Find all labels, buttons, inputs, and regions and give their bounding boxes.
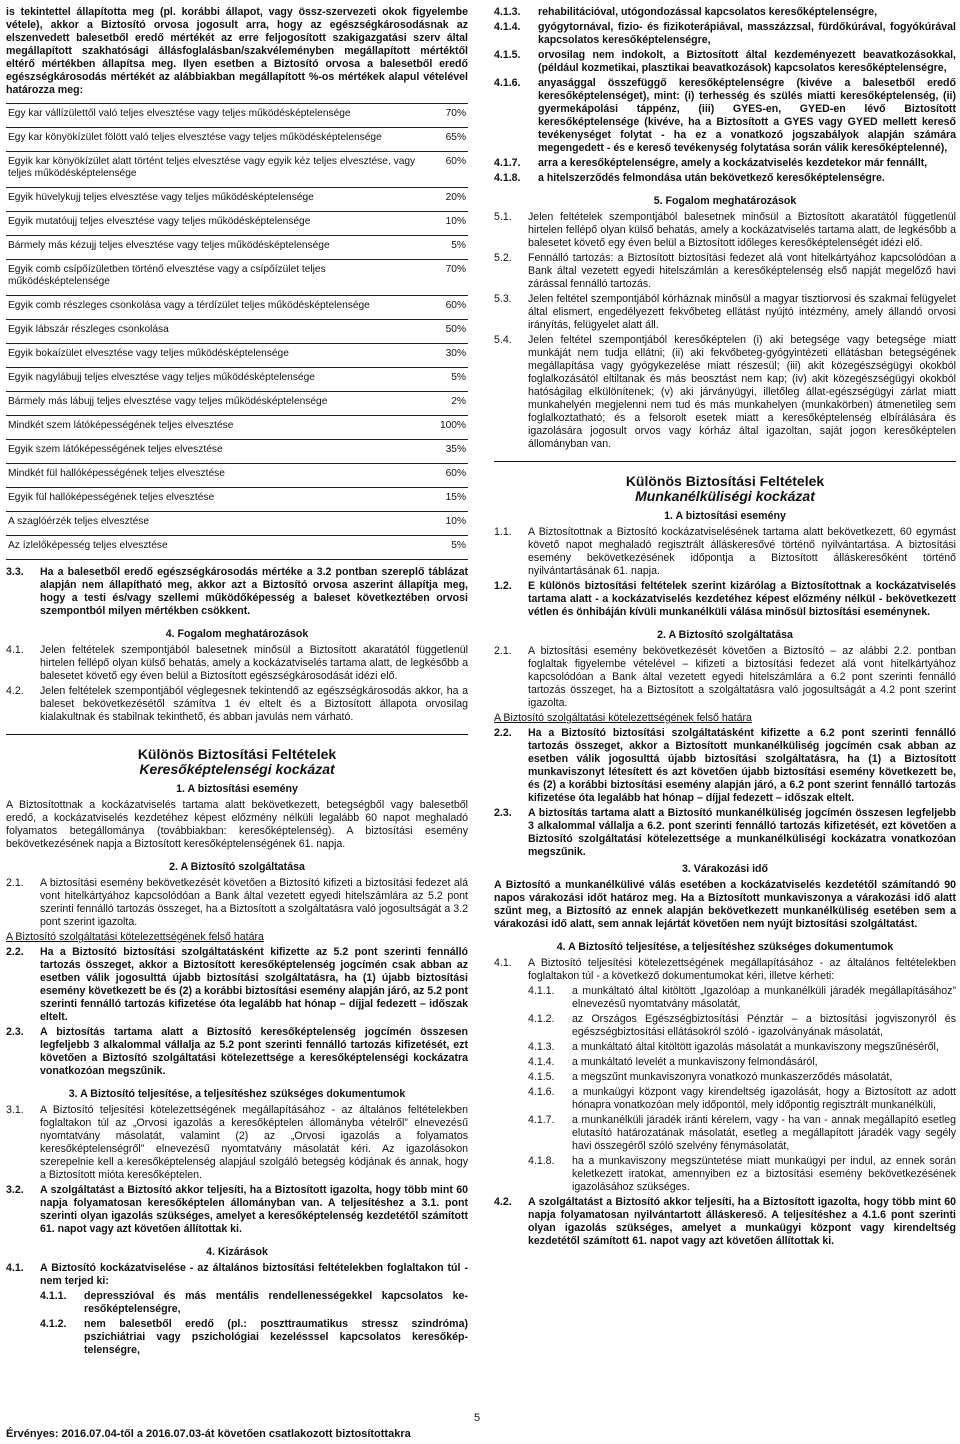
- clause-k-4-1-2: 4.1.2. nem balesetből eredő (pl.: poszttraumatikus stressz szindróma) pszichiátriai vagy pszichológiai kezelésssel kapcsolatos keresőképtelenségre,: [40, 1318, 468, 1356]
- heading-insured-event: 1. A biztosítási esemény: [176, 783, 298, 795]
- table-row: [6, 236, 468, 260]
- clause-r-4-1-4: 4.1.4. gyógytornával, fizio- és fizikoterápiával, masszázzsal, fürdőkúrával, fogyókúrával kapcsolatos keresőképtelenségre,: [494, 21, 956, 46]
- table-row: [6, 440, 468, 464]
- injury-percentage: 50%: [422, 320, 468, 344]
- table-row: [6, 368, 468, 392]
- table-row: [6, 104, 468, 128]
- clause-r-4-1-5: 4.1.5. orvosilag nem indokolt, a Biztosított által kezdeményezett beavatkozásokkal, (például kozmetikai, plasztikai beavatkozások) kapcsolatos keresőképtelenségre,: [494, 49, 956, 74]
- special-terms-title-2: Különös Biztosítási Feltételek: [625, 473, 825, 489]
- clause-k-2-2: 2.2. Ha a Biztosító biztosítási szolgáltatásként kifizette az 5.2 pont szerinti fennálló tartozás összeget, akkor a Biztosított keresőképtelenség jogcímén csak abban az esetben válik jogosulttá újabb biztosítási szolgáltatásra, ha (1) újabb biztosítási esemény következett be és (2) a korábbi biztosítási esemény alapján járó, az 5.2 pont szerinti fennálló tartozás kifizetése óta legalább hat hónap – díjjal fedezett – időszak eltelt.: [6, 946, 468, 1023]
- clause-k-3-2: 3.2. A szolgáltatást a Biztosító akkor teljesíti, ha a Biztosított igazolta, hogy több mint 60 napja folyamatosan keresőképtelen állományban van. A teljesítéshez a 3.1. pont szerinti olyan igazolás szükséges, amelyet a keresőképtelenség kezdetétől számított 61. napot vagy azt követően állítottak ki.: [6, 1184, 468, 1235]
- heading-insurer-service: 2. A Biztosító szolgáltatása: [169, 861, 305, 873]
- injury-description: Mindkét fül hallóképességének teljes elvesztése: [6, 464, 422, 488]
- clause-m-4-1-3: 4.1.3. a munkáltató által kitöltött igazolás másolatát a munkaviszony megszűnéséről,: [528, 1041, 939, 1053]
- intro-paragraph: is tekintettel állapította meg (pl. korábbi állapot, vagy össz-szervezeti okok figyelembe vétele), akkor a Biztosító orvosa jogosult arra, hogy az egészségkárosodásnak az elszenvedett balesetből eredő mértékét az erre feljogosított szakigazgatási szerv által megállapított szakhatósági állásfoglalásban/szakvéleményben megállapított mértéktől eltérő mértékben állapítsa meg. Ilyen esetben a Biztosító orvosa a balesetből eredő egészségkárosodás mértékét az alábbiakban megállapított %-os mértékek alapul vételével határozza meg:: [6, 6, 468, 96]
- clause-r-4-1-3: 4.1.3. rehabilitációval, utógondozással kapcsolatos keresőképtelenségre,: [494, 6, 878, 18]
- injury-percentage: 60%: [422, 464, 468, 488]
- clause-m-2-1: 2.1. A biztosítási esemény bekövetkezését követően a Biztosító – az alábbi 2.2. pontban foglaltak figyelembe vételével – kifizeti a biztosítási fedezet alá vont hitelkártyához kapcsolódóan a Bank által vezetett egyedi hitelszámlára a 6.2 pont szerinti fennálló tartozás összeget, ha a Biztosított a szolgáltatásra való jogosultságát a 4.2 pont szerint igazolta.: [494, 645, 956, 709]
- page-number: 5: [474, 1412, 481, 1424]
- table-row: [6, 464, 468, 488]
- injury-description: Bármely más lábujj teljes elvesztése vagy teljes működésképtelensége: [6, 392, 422, 416]
- table-row: [6, 392, 468, 416]
- clause-m-4-1: 4.1. A Biztosító teljesítési kötelezettségének megállapításához - az általános feltételekben foglaltakon túl - a következő dokumentumokat kéri, illetve kérheti:: [494, 957, 956, 982]
- clause-m-2-3: 2.3. A biztosítás tartama alatt a Biztosító munkanélküliség jogcímén összesen legfeljebb 3 alkalommal vállalja a 6.2. pont szerinti fennálló tartozás kifizetését, ezt követően a Biztosító szolgáltatási kötelezettsége a munkanélküliségi kockázatra vonatkozóan megszűnik.: [494, 807, 956, 858]
- table-row: [6, 488, 468, 512]
- service-limit-heading: A Biztosító szolgáltatási kötelezettségének felső határa: [6, 931, 264, 943]
- injury-description: Egyik fül hallóképességének teljes elvesztése: [6, 488, 422, 512]
- special-terms-title: Különös Biztosítási Feltételek: [137, 746, 337, 762]
- m-service-limit-heading: A Biztosító szolgáltatási kötelezettségének felső határa: [494, 712, 752, 724]
- clause-k-2-3: 2.3. A biztosítás tartama alatt a Biztosító keresőképtelenség jogcímén összesen legfeljebb 3 alkalommal vállalja az 5.2 pont szerinti fennálló tartozás kifizetését, ezt követően a Biztosító szolgáltatási kötelezettsége a keresőképtelenségi kockázatra vonatkozóan megszűnik.: [6, 1026, 468, 1077]
- disability-percentage-table: [6, 103, 468, 560]
- injury-description: Egyik nagylábujj teljes elvesztése vagy teljes működésképtelensége: [6, 368, 422, 392]
- heading-waiting-period: 3. Várakozási idő: [682, 863, 768, 875]
- heading-fulfilment: 3. A Biztosító teljesítése, a teljesítéshez szükséges dokumentumok: [68, 1088, 406, 1100]
- injury-description: A szaglóérzék teljes elvesztése: [6, 512, 422, 536]
- clause-4-1: 4.1. Jelen feltételek szempontjából balesetnek minősül a Biztosított akaratától függetlenül hirtelen fellépő olyan külső behatás, amely a kockázatviselés tartama alatt, de legkésőbb a balesetet követő egy éven belül a Biztosított egészségkárosodását idézi elő.: [6, 644, 468, 682]
- injury-percentage: 2%: [422, 392, 468, 416]
- heading-definitions-5: 5. Fogalom meghatározások: [653, 195, 797, 207]
- clause-5-1: 5.1. Jelen feltételek szempontjából balesetnek minősül a Biztosított akaratától függetlenül hirtelen fellépő olyan külső behatás, amely a kockázatviselés tartama alatt, de legkésőbb a balesetet követő egy éven belül a Biztosított időleges keresőképtelenségét idézi elő.: [494, 211, 956, 249]
- injury-percentage: 20%: [422, 188, 468, 212]
- injury-percentage: 100%: [422, 416, 468, 440]
- injury-description: Egyik szem látóképességének teljes elvesztése: [6, 440, 422, 464]
- injury-description: Egyik comb részleges csonkolása vagy a térdízület teljes működésképtelensége: [6, 296, 422, 320]
- table-row: [6, 260, 468, 296]
- unemployment-risk-subtitle: Munkanélküliségi kockázat: [635, 488, 815, 504]
- insured-event-text: A Biztosítottnak a kockázatviselés tartama alatt bekövetkezett, betegségből vagy balesetből eredő, a kockázatviselés kezdetéhez képest előzmény nélküli legalább 60 napot meghaladó folyamatos betegállománya (továbbiakban: keresőképtelenség). A biztosítási esemény bekövetkezésének napja a Biztosított keresőképtelenségének 61. napja.: [6, 799, 468, 850]
- table-row: [6, 512, 468, 536]
- clause-k-3-1: 3.1. A Biztosító teljesítési kötelezettségének megállapításához - az általános feltételekben foglaltakon túl az „Orvosi igazolás a keresőképtelen állományba vételről” elnevezésű nyomtatvány másolatát, valamint (2) az „Orvosi igazolás a folyamatos keresőképtelenségről” elnevezésű nyomtatvány másolatát kéri. Az igazolásokon szerepelnie kell a keresőképtelenség alapjául szolgáló betegség kódjának és annak, hogy a Biztosított mióta keresőképtelen.: [6, 1104, 468, 1181]
- clause-m-4-2: 4.2. A szolgáltatást a Biztosító akkor teljesíti, ha a Biztosított igazolta, hogy több mint 60 napja folyamatosan nyilvántartott álláskereső. A teljesítéshez a 4.1.6 pont szerinti olyan igazolás szükséges, amelyet a munkaügyi központ vagy kirendeltség kezdetétől számított 61. napot vagy azt követően állítottak ki.: [494, 1196, 956, 1247]
- waiting-period-text: A Biztosító a munkanélkülivé válás esetében a kockázatviselés kezdetétől számítandó 90 napos várakozási időt határoz meg. Ha a Biztosított munkaviszonya a várakozási idő alatt szűnt meg, a Biztosító az ennek alapján bekövetkezett munkanélküliség esetében sem a várakozási idő alatt, sem annak lejártát követően nem nyújt biztosítási szolgáltatást.: [494, 879, 956, 930]
- injury-description: Egyik hüvelykujj teljes elvesztése vagy teljes működésképtelensége: [6, 188, 422, 212]
- injury-percentage: 60%: [422, 152, 468, 188]
- clause-5-4: 5.4. Jelen feltétel szempontjából keresőképtelen (i) aki betegsége vagy betegsége miatt munkáját nem tudja ellátni; (ii) aki fekvőbeteg-gyógyintézeti ellátásban betegségének megállapítása vagy gyógykezelése miatt részesül; (iii) akit közegészségügyi okokból foglalkozásától eltiltanak és más beosztást nem kap; (iv) akit közegészségügyi okokból hatóságilag elkülönítenek; (v) aki járványügyi, illetőleg állat-egészségügyi zárlat miatt munkahelyén megjelenni nem tud és más munkahelyen (munkakörben) átmenetileg sem foglalkoztatható; és a felsorolt esetek miatt a keresőképtelenség elbírálására és igazolására jogosult orvos vagy kórház által igazoltan, saját jogon keresőképtelen állományban van.: [494, 334, 956, 450]
- table-row: [6, 128, 468, 152]
- injury-description: Egy kar vállízülettől való teljes elvesztése vagy teljes működésképtelensége: [6, 104, 422, 128]
- validity-footer: Érvényes: 2016.07.04-től a 2016.07.03-át követően csatlakozott biztosítottakra: [6, 1428, 411, 1440]
- clause-k-2-1: 2.1. A biztosítási esemény bekövetkezését követően a Biztosító kifizeti a biztosítási fedezet alá vont hitelkártyához kapcsolódóan a Bank által vezetett egyedi hitelszámlára az 5.2 pont szerinti fennálló tartozás összeget, ha a Biztosított a szolgáltatásra való jogosultságát a 3.2 pont szerint igazolta.: [6, 877, 468, 928]
- heading-m-service: 2. A Biztosító szolgáltatása: [657, 629, 793, 641]
- clause-5-2: 5.2. Fennálló tartozás: a Biztosított biztosítási fedezet alá vont hitelkártyához kapcsolódóan a Bank által vezetett egyedi hitelszámlán a keresőképtelenség első napját megelőző havi zárással fennálló tartozás.: [494, 252, 956, 290]
- table-row: [6, 416, 468, 440]
- clause-m-4-1-5: 4.1.5. a megszűnt munkaviszonyra vonatkozó munkaszerződés másolatát,: [528, 1071, 893, 1083]
- heading-m-insured-event: 1. A biztosítási esemény: [664, 510, 786, 522]
- table-row: [6, 296, 468, 320]
- injury-description: Egyik kar könyökízület alatt történt teljes elvesztése vagy egyik kéz teljes elvesztése, vagy teljes működésképtelensége: [6, 152, 422, 188]
- injury-description: Bármely más kézujj teljes elvesztése vagy teljes működésképtelensége: [6, 236, 422, 260]
- injury-description: Mindkét szem látóképességének teljes elvesztése: [6, 416, 422, 440]
- clause-r-4-1-8: 4.1.8. a hitelszerződés felmondása után bekövetkező keresőképtelenségre.: [494, 172, 885, 184]
- heading-exclusions: 4. Kizárások: [206, 1246, 268, 1258]
- heading-definitions: 4. Fogalom meghatározások: [165, 628, 309, 640]
- clause-m-1-2: 1.2. E különös biztosítási feltételek szerint kizárólag a Biztosítottnak a kockázatviselés tartama alatt - a kockázatviselés kezdetéhez képest előzmény nélkül - bekövetkezett vétlen és önhibáján kívüli munkanélküli válása minősül biztosítási eseménynek.: [494, 580, 956, 618]
- right-column: [494, 6, 956, 1250]
- left-column: [6, 6, 468, 1359]
- injury-percentage: 5%: [422, 368, 468, 392]
- divider: [6, 734, 468, 735]
- table-row: [6, 188, 468, 212]
- table-row: [6, 320, 468, 344]
- heading-m-fulfilment: 4. A Biztosító teljesítése, a teljesítéshez szükséges dokumentumok: [556, 941, 894, 953]
- injury-description: Egyik lábszár részleges csonkolása: [6, 320, 422, 344]
- injury-percentage: 70%: [422, 104, 468, 128]
- injury-percentage: 15%: [422, 488, 468, 512]
- clause-m-4-1-1: 4.1.1. a munkáltató által kitöltött „Igazolóap a munkanélküli járadék megállapításához” elnevezésű nyomtatvány másolatát,: [528, 985, 956, 1010]
- clause-5-3: 5.3. Jelen feltétel szempontjából kórháznak minősül a magyar tisztiorvosi és szakmai felügyelet által elismert, engedélyezett fekvőbeteg ellátást nyújtó intézmény, amely állandó orvosi irányítás, felügyelet alatt áll.: [494, 293, 956, 331]
- injury-percentage: 5%: [422, 536, 468, 560]
- injury-description: Egyik mutatóujj teljes elvesztése vagy teljes működésképtelensége: [6, 212, 422, 236]
- injury-percentage: 10%: [422, 512, 468, 536]
- divider: [494, 461, 956, 462]
- clause-k-4-1: 4.1. A Biztosító kockázatviselése - az általános biztosítási feltételekben foglaltakon túl - nem terjed ki:: [6, 1262, 468, 1287]
- clause-m-4-1-2: 4.1.2. az Országos Egészségbiztosítási Pénztár – a biztosítási jogviszonyról és egészségbiztosítási ellátásokról szóló - igazolványának másolatát,: [528, 1013, 956, 1038]
- clause-m-4-1-4: 4.1.4. a munkáltató levelét a munkaviszony felmondásáról,: [528, 1056, 818, 1068]
- clause-4-2: 4.2. Jelen feltételek szempontjából véglegesnek tekintendő az egészségkárosodás akkor, ha a baleset bekövetkezésétől számítva 1 év eltelt és a Biztosított állapota orvosilag kialakultnak és stabilnak tekinthető, és abban javulás nem várható.: [6, 685, 468, 723]
- injury-percentage: 70%: [422, 260, 468, 296]
- injury-description: Az ízlelőképesség teljes elvesztése: [6, 536, 422, 560]
- clause-3-3: 3.3. Ha a balesetből eredő egészségkárosodás mértéke a 3.2 pontban szereplő táblázat alapján nem állapítható meg, akkor azt a Biztosító orvosa aszerint állapítja meg, hogy a testi és/vagy szellemi működőképesség a baleset következtében orvosi szempontból milyen mértékben csökkent.: [6, 566, 468, 617]
- injury-percentage: 35%: [422, 440, 468, 464]
- clause-r-4-1-6: 4.1.6. anyasággal összefüggő keresőképtelenségre (kivéve a balesetből eredő keresőképtelenséget), mint: (i) terhesség és szülés miatti keresőképtelenség, (ii) gyermekápolási táppénz, (iii) GYES-en, GYED-en lévő Biztosított keresőképtelensége (kivéve, ha a Biztosított a GYES vagy GYED mellett kereső tevékenységet folytat - ha ez a vonatkozó jogszabályok alapján számára megengedett - és e kereső tevékenység folytatása során válik keresőképtelenné),: [494, 77, 956, 154]
- clause-r-4-1-7: 4.1.7. arra a keresőképtelenségre, amely a kockázatviselés kezdetekor már fennállt,: [494, 157, 928, 169]
- injury-percentage: 60%: [422, 296, 468, 320]
- clause-m-4-1-8: 4.1.8. ha a munkaviszony megszüntetése miatt munkaügyi per indul, az ennek során keletkezett iratokat, amennyiben ez a biztosítási esemény bekövetkezésének igazolásához szükséges.: [528, 1155, 956, 1193]
- table-row: [6, 344, 468, 368]
- clause-m-4-1-6: 4.1.6. a munkaügyi központ vagy kirendeltség igazolását, hogy a Biztosított az adott hónapra vonatkozóan mely időpontól, mely időpontig regisztrált munkanélküli,: [528, 1086, 956, 1111]
- injury-description: Egy kar könyökízület fölött való teljes elvesztése vagy teljes működésképtelensége: [6, 128, 422, 152]
- injury-percentage: 5%: [422, 236, 468, 260]
- table-row: [6, 212, 468, 236]
- clause-m-4-1-7: 4.1.7. a munkanélküli járadék iránti kérelem, vagy - ha van - annak megállapító esetleg elutasító határozatának másolatát, esetleg a megállapított járadék vagy segély havi összegéről szóló szelvény fénymásolatát,: [528, 1114, 956, 1152]
- table-row: [6, 536, 468, 560]
- clause-k-4-1-1: 4.1.1. depresszióval és más mentális rendellenességekkel kapcsolatos keresőképtelenségre,: [40, 1290, 468, 1315]
- injury-description: Egyik comb csípőízületben történő elvesztése vagy a csípőízület teljes működésképtelensége: [6, 260, 422, 296]
- table-row: [6, 152, 468, 188]
- clause-m-1-1: 1.1. A Biztosítottnak a Biztosító kockázatviselésének tartama alatt bekövetkezett, 60 egymást követő napot meghaladó regisztrált álláskeresővé történő nyilvántartása. A biztosítási esemény bekövetkezésének időpontja a Biztosított álláskeresőként történő nyilvántartásának 61. napja.: [494, 526, 956, 577]
- injury-percentage: 10%: [422, 212, 468, 236]
- clause-m-2-2: 2.2. Ha a Biztosító biztosítási szolgáltatásként kifizette a 6.2 pont szerinti fennálló tartozás összeget, akkor a Biztosított munkanélküliség jogcímén csak abban az esetben válik jogosulttá újabb biztosítási szolgáltatásra, ha (1) a Biztosított munkaviszonyt létesített és azt követően újabb biztosítási esemény következett be, és (2) a korábbi biztosítási esemény alapján járó, a 6.2 pont szerint fennálló tartozás kifizetése óta legalább hat hónap – díjjal fedezett – időszak eltelt.: [494, 727, 956, 804]
- incapacity-risk-subtitle: Keresőképtelenségi kockázat: [139, 761, 335, 777]
- injury-percentage: 30%: [422, 344, 468, 368]
- injury-description: Egyik bokaízület elvesztése vagy teljes működésképtelensége: [6, 344, 422, 368]
- injury-percentage: 65%: [422, 128, 468, 152]
